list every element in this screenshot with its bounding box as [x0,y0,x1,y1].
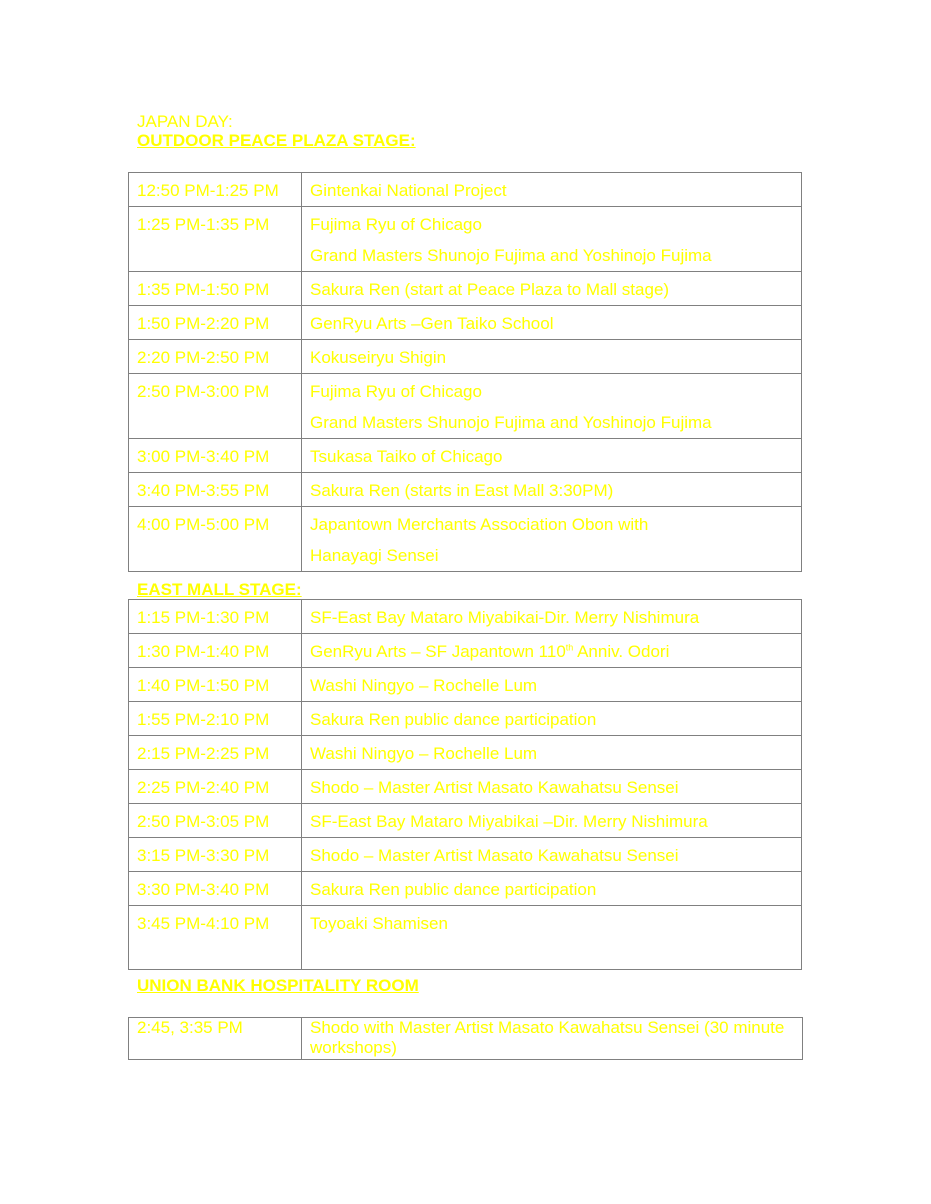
table-row [129,702,802,736]
peace-plaza-schedule-table [128,172,802,572]
act-text-before: GenRyu Arts – SF Japantown 110 [310,642,566,661]
table-row [129,306,802,340]
table-row [129,634,802,668]
table-row [129,770,802,804]
time-cell: 2:25 PM-2:40 PM [129,770,302,804]
act-line: Hanayagi Sensei [310,546,439,565]
time-cell: 2:15 PM-2:25 PM [129,736,302,770]
table-row [129,340,802,374]
act-cell [302,439,802,473]
union-bank-schedule-table [128,1017,803,1060]
time-cell: 2:45, 3:35 PM [129,1018,302,1060]
time-cell: 1:30 PM-1:40 PM [129,634,302,668]
act-cell: Washi Ningyo – Rochelle Lum [302,668,802,702]
table-row [129,804,802,838]
act-line: Gintenkai National Project [310,181,507,200]
act-line: Grand Masters Shunojo Fujima and Yoshinojo Fujima [310,413,712,432]
time-cell: 12:50 PM-1:25 PM [129,173,302,207]
time-cell: 2:20 PM-2:50 PM [129,340,302,374]
act-line: Sakura Ren (start at Peace Plaza to Mall stage) [310,280,670,299]
time-cell: 3:40 PM-3:55 PM [129,473,302,507]
table-row [129,173,802,207]
act-cell [302,473,802,507]
ordinal-suffix: th [565,642,574,653]
act-cell: Shodo – Master Artist Masato Kawahatsu Sensei [302,770,802,804]
act-cell: SF-East Bay Mataro Miyabikai-Dir. Merry Nishimura [302,600,802,634]
act-text-after: Anniv. Odori [573,642,670,661]
table-row [129,906,802,970]
table-row [129,736,802,770]
east-mall-schedule-table [128,599,802,970]
table-row [129,207,802,272]
time-cell: 1:40 PM-1:50 PM [129,668,302,702]
act-cell: Shodo – Master Artist Masato Kawahatsu Sensei [302,838,802,872]
act-cell: Toyoaki Shamisen [302,906,802,970]
time-cell: 4:00 PM-5:00 PM [129,507,302,572]
time-cell: 1:15 PM-1:30 PM [129,600,302,634]
time-cell: 1:25 PM-1:35 PM [129,207,302,272]
time-cell: 1:55 PM-2:10 PM [129,702,302,736]
time-cell: 2:50 PM-3:00 PM [129,374,302,439]
time-cell: 3:15 PM-3:30 PM [129,838,302,872]
union-bank-heading: UNION BANK HOSPITALITY ROOM [137,976,419,995]
act-cell [302,507,802,572]
act-cell: Sakura Ren public dance participation [302,702,802,736]
table-row [129,872,802,906]
time-cell: 1:35 PM-1:50 PM [129,272,302,306]
act-cell: Sakura Ren public dance participation [302,872,802,906]
act-line: Japantown Merchants Association Obon with [310,515,649,534]
table-row [129,473,802,507]
act-cell: SF-East Bay Mataro Miyabikai –Dir. Merry Nishimura [302,804,802,838]
act-cell [302,173,802,207]
time-cell: 3:45 PM-4:10 PM [129,906,302,970]
act-line: Sakura Ren (starts in East Mall 3:30PM) [310,481,614,500]
act-line: Kokuseiryu Shigin [310,348,447,367]
peace-plaza-heading: OUTDOOR PEACE PLAZA STAGE: [137,131,416,150]
day-heading: JAPAN DAY: [137,112,233,131]
act-cell [302,634,802,668]
act-cell [302,207,802,272]
table-row [129,668,802,702]
table-row [129,374,802,439]
table-row [129,600,802,634]
act-line: Fujima Ryu of Chicago [310,382,482,401]
time-cell: 3:30 PM-3:40 PM [129,872,302,906]
act-cell: Shodo with Master Artist Masato Kawahatsu Sensei (30 minute workshops) [302,1018,803,1060]
time-cell: 1:50 PM-2:20 PM [129,306,302,340]
table-row [129,838,802,872]
act-cell [302,340,802,374]
act-cell [302,306,802,340]
time-cell: 3:00 PM-3:40 PM [129,439,302,473]
table-row [129,272,802,306]
east-mall-heading: EAST MALL STAGE: [137,580,302,599]
act-line: Fujima Ryu of Chicago [310,215,482,234]
act-cell [302,272,802,306]
table-row [129,1018,803,1060]
time-cell: 2:50 PM-3:05 PM [129,804,302,838]
act-cell [302,374,802,439]
table-row [129,439,802,473]
act-line: GenRyu Arts –Gen Taiko School [310,314,554,333]
act-cell: Washi Ningyo – Rochelle Lum [302,736,802,770]
act-line: Tsukasa Taiko of Chicago [310,447,503,466]
act-line: Grand Masters Shunojo Fujima and Yoshinojo Fujima [310,246,712,265]
table-row [129,507,802,572]
